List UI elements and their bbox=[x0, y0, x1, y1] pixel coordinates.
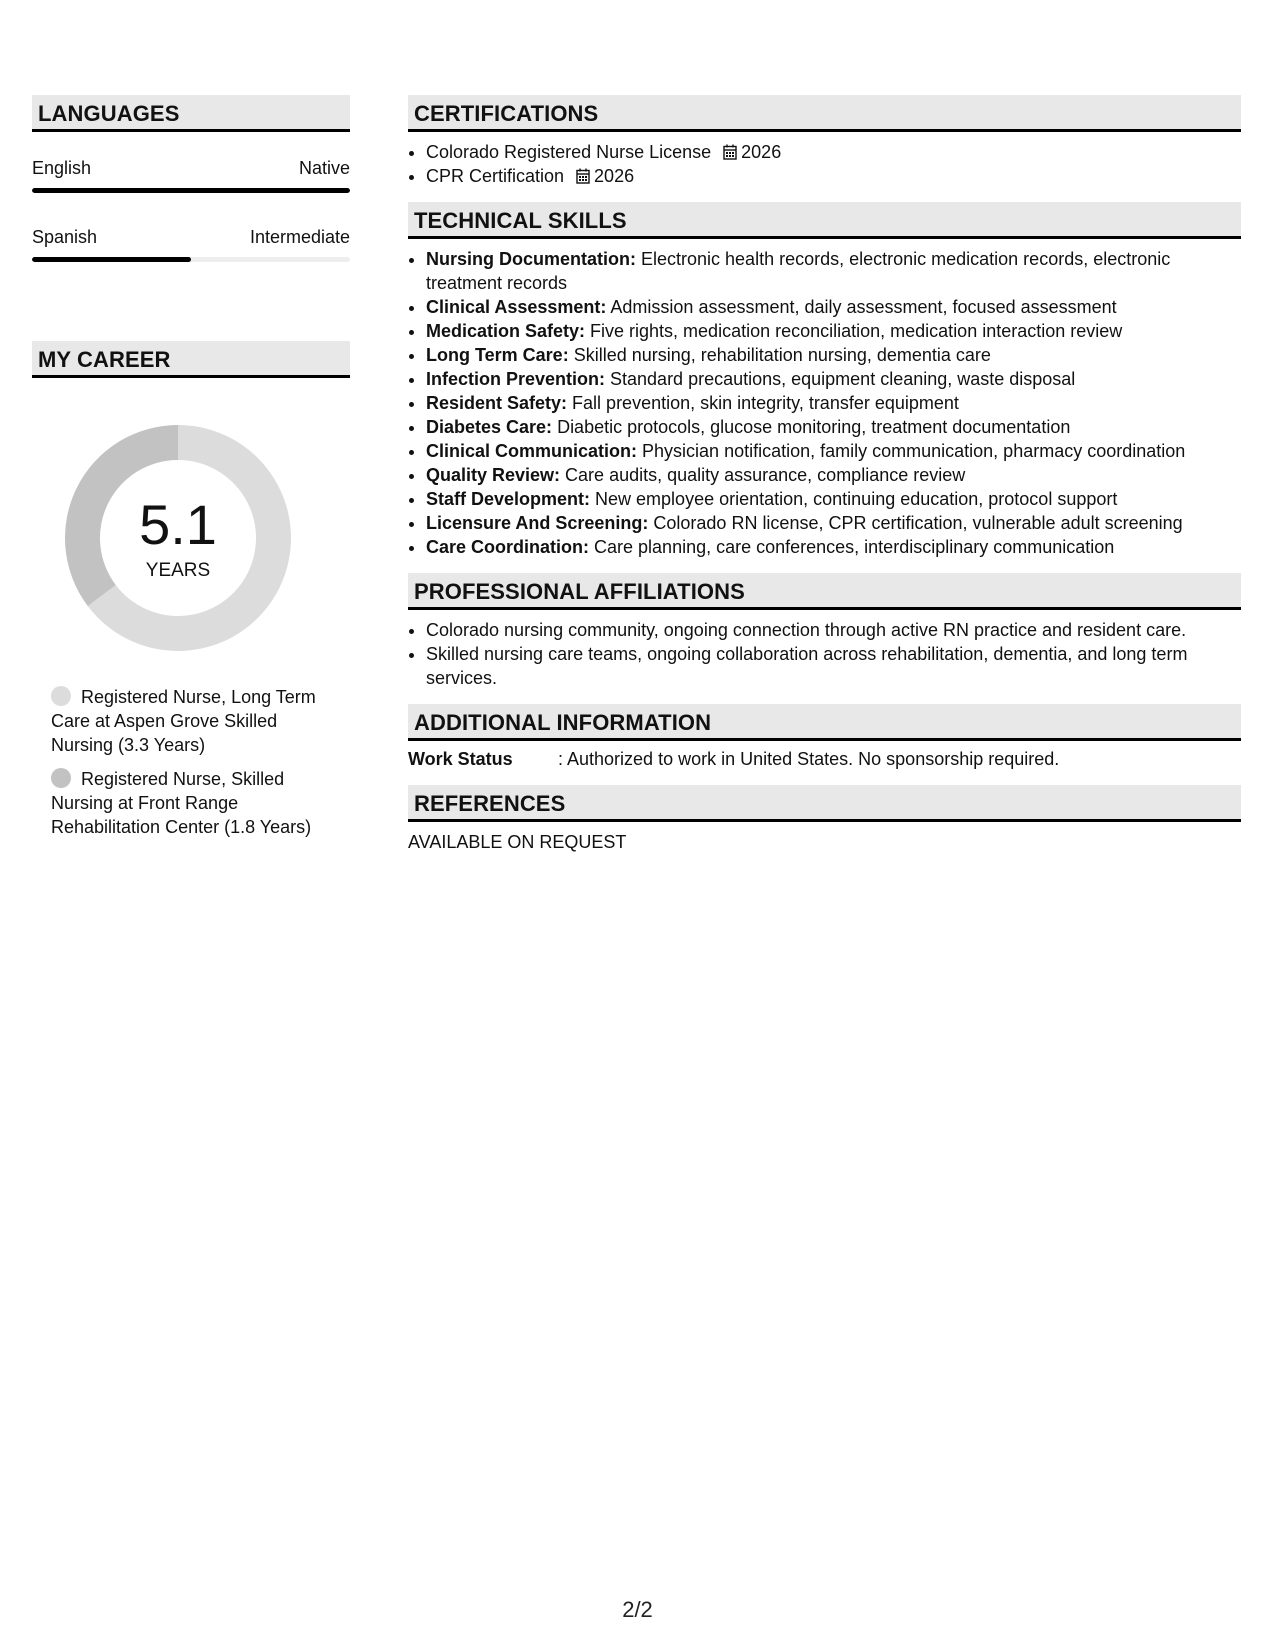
technical-skills-list bbox=[408, 247, 1241, 559]
legend-dot-icon bbox=[51, 768, 71, 788]
affiliations-header: PROFESSIONAL AFFILIATIONS bbox=[408, 573, 1241, 610]
certification-year: 2026 bbox=[741, 142, 782, 162]
affiliations-list bbox=[408, 618, 1241, 690]
skill-text: Diabetic protocols, glucose monitoring, treatment documentation bbox=[552, 417, 1071, 437]
language-proficiency-bar bbox=[32, 257, 350, 262]
legend-dot-icon bbox=[51, 686, 71, 706]
skill-text: Physician notification, family communication, pharmacy coordination bbox=[637, 441, 1186, 461]
affiliation-item: • Colorado nursing community, ongoing connection through active RN practice and resident care. bbox=[426, 618, 1241, 642]
career-job-label: Registered Nurse, Long Term Care at Aspen Grove Skilled Nursing (3.3 Years) bbox=[51, 687, 316, 755]
skill-item bbox=[426, 511, 1241, 535]
language-name: Spanish bbox=[32, 227, 98, 247]
skill-label: Medication Safety: bbox=[426, 321, 586, 341]
skill-label: Staff Development: bbox=[426, 489, 591, 509]
technical-skills-header: TECHNICAL SKILLS bbox=[408, 202, 1241, 239]
work-status-label: Work Status bbox=[408, 749, 513, 769]
skill-label: Licensure And Screening: bbox=[426, 513, 649, 533]
career-legend bbox=[51, 685, 341, 849]
skill-text: Standard precautions, equipment cleaning, waste disposal bbox=[605, 369, 1076, 389]
language-name: English bbox=[32, 158, 92, 178]
skill-item bbox=[426, 439, 1241, 463]
certification-name: CPR Certification bbox=[426, 166, 565, 186]
skill-label: Resident Safety: bbox=[426, 393, 568, 413]
skill-text: Fall prevention, skin integrity, transfer equipment bbox=[567, 393, 959, 413]
skill-item bbox=[426, 367, 1241, 391]
certification-year: 2026 bbox=[594, 166, 635, 186]
skill-text: Care planning, care conferences, interdisciplinary communication bbox=[589, 537, 1115, 557]
affiliation-item: • Skilled nursing care teams, ongoing collaboration across rehabilitation, dementia, and long term services. bbox=[426, 642, 1241, 690]
certifications-list bbox=[408, 140, 1241, 188]
skill-item bbox=[426, 391, 1241, 415]
right-column bbox=[408, 95, 1241, 854]
references-text: AVAILABLE ON REQUEST bbox=[408, 832, 627, 852]
career-total-value: 5.1 bbox=[139, 493, 217, 556]
career-legend-item bbox=[51, 767, 341, 839]
skill-item bbox=[426, 535, 1241, 559]
skill-item bbox=[426, 343, 1241, 367]
skill-text: Admission assessment, daily assessment, focused assessment bbox=[606, 297, 1117, 317]
language-item-spanish bbox=[32, 226, 350, 262]
language-proficiency-bar bbox=[32, 188, 350, 193]
career-job-label: Registered Nurse, Skilled Nursing at Front Range Rehabilitation Center (1.8 Years) bbox=[51, 769, 312, 837]
skill-label: Care Coordination: bbox=[426, 537, 590, 557]
skill-label: Clinical Communication: bbox=[426, 441, 638, 461]
language-proficiency-fill bbox=[32, 188, 350, 193]
certification-name: Colorado Registered Nurse License bbox=[426, 142, 712, 162]
page-number: 2/2 bbox=[622, 1597, 653, 1622]
skill-text: Electronic health records, electronic medication records, electronic treatment records bbox=[426, 249, 1171, 293]
skill-label: Clinical Assessment: bbox=[426, 297, 607, 317]
career-header: MY CAREER bbox=[32, 341, 350, 378]
skill-text: New employee orientation, continuing education, protocol support bbox=[590, 489, 1118, 509]
skill-label: Quality Review: bbox=[426, 465, 561, 485]
skill-item bbox=[426, 247, 1241, 295]
skill-label: Infection Prevention: bbox=[426, 369, 606, 389]
skill-text: Care audits, quality assurance, compliance review bbox=[560, 465, 966, 485]
work-status-value: : Authorized to work in United States. No sponsorship required. bbox=[558, 749, 1060, 769]
left-column bbox=[32, 95, 350, 837]
career-legend-item bbox=[51, 685, 341, 757]
skill-label: Nursing Documentation: bbox=[426, 249, 636, 269]
certification-item bbox=[426, 164, 1241, 188]
skill-item bbox=[426, 415, 1241, 439]
skill-text: Five rights, medication reconciliation, medication interaction review bbox=[585, 321, 1123, 341]
skill-item bbox=[426, 295, 1241, 319]
language-level: Native bbox=[298, 158, 350, 178]
skill-item bbox=[426, 319, 1241, 343]
certifications-header: CERTIFICATIONS bbox=[408, 95, 1241, 132]
skill-text: Skilled nursing, rehabilitation nursing, dementia care bbox=[568, 345, 991, 365]
career-total-unit: YEARS bbox=[145, 560, 211, 581]
skill-label: Long Term Care: bbox=[426, 345, 569, 365]
work-status-row bbox=[408, 747, 1241, 771]
skill-text: Colorado RN license, CPR certification, vulnerable adult screening bbox=[648, 513, 1183, 533]
career-donut-chart bbox=[65, 425, 291, 651]
language-proficiency-fill bbox=[32, 257, 191, 262]
languages-header: LANGUAGES bbox=[32, 95, 350, 132]
skill-item bbox=[426, 463, 1241, 487]
skill-item bbox=[426, 487, 1241, 511]
language-level: Intermediate bbox=[249, 227, 350, 247]
calendar-icon bbox=[723, 144, 737, 160]
language-item-english bbox=[32, 157, 350, 193]
calendar-icon bbox=[576, 168, 590, 184]
certification-item bbox=[426, 140, 1241, 164]
additional-info-header: ADDITIONAL INFORMATION bbox=[408, 704, 1241, 741]
references-header: REFERENCES bbox=[408, 785, 1241, 822]
skill-label: Diabetes Care: bbox=[426, 417, 553, 437]
